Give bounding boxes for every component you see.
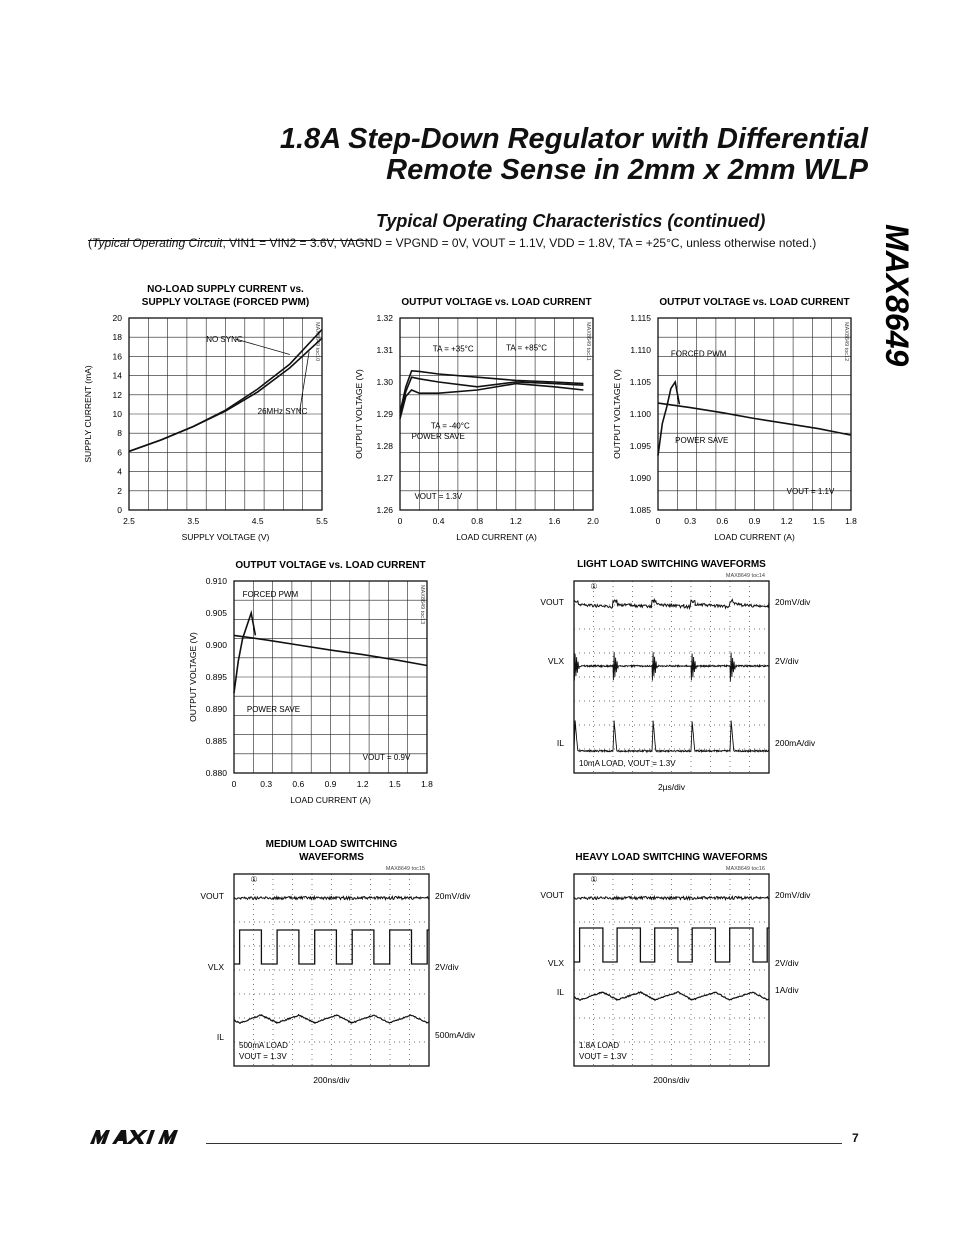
y-tick-label: 1.28 [376, 441, 393, 451]
load-note: VOUT = 1.3V [239, 1052, 287, 1061]
series-line [400, 384, 583, 419]
channel-label: IL [556, 738, 564, 748]
title-line-1: 1.8A Step-Down Regulator with Differential [279, 123, 868, 155]
y-tick-label: 0.890 [205, 704, 227, 714]
x-axis-label: LOAD CURRENT (A) [714, 532, 795, 542]
y-tick-label: 1.090 [629, 473, 651, 483]
scope-title: MEDIUM LOAD SWITCHING [265, 839, 398, 850]
annotation-label: TA = +85°C [506, 343, 548, 353]
chart-toc13 [188, 560, 433, 805]
y-tick-label: 20 [112, 313, 122, 323]
load-note: 500mA LOAD [239, 1041, 288, 1050]
footer-rule [206, 1143, 842, 1144]
channel-scale: 2V/div [775, 958, 799, 968]
load-note: 10mA LOAD, VOUT = 1.3V [579, 759, 676, 768]
annotation-label: POWER SAVE [411, 431, 465, 441]
timebase-label: 200ns/div [653, 1075, 690, 1085]
y-tick-label: 1.30 [376, 377, 393, 387]
annotation-label: TA = -40°C [430, 421, 470, 431]
x-tick-label: 1.2 [509, 516, 522, 526]
timebase-label: 200ns/div [313, 1075, 350, 1085]
figure-code: MAX8649 toc12 [843, 322, 849, 362]
x-axis-label: LOAD CURRENT (A) [290, 795, 371, 805]
channel-label: VLX [207, 962, 224, 972]
y-tick-label: 1.110 [630, 345, 651, 355]
channel-label: VOUT [200, 891, 224, 901]
y-tick-label: 0.905 [205, 608, 227, 618]
x-tick-label: 1.6 [548, 516, 561, 526]
y-tick-label: 0.910 [205, 576, 227, 586]
load-note: VOUT = 1.3V [579, 1052, 627, 1061]
logo-text: MAXIM [180, 1138, 200, 1144]
y-axis-label: OUTPUT VOLTAGE (V) [188, 632, 198, 722]
annotation-arrow [236, 339, 290, 354]
figure-code: MAX8649 toc13 [419, 585, 425, 625]
x-tick-label: 0.9 [748, 516, 761, 526]
annotation-label: POWER SAVE [246, 705, 301, 715]
conditions-open: ( [88, 236, 92, 250]
x-tick-label: 0.4 [432, 516, 445, 526]
y-tick-label: 1.31 [376, 345, 393, 355]
section-heading: Typical Operating Characteristics (continued) [376, 211, 766, 231]
part-number: MAX8649 [879, 224, 915, 367]
y-tick-label: 0.885 [205, 736, 227, 746]
annotation-label: NO SYNC [206, 335, 243, 344]
scope-toc16 [540, 852, 811, 1085]
y-tick-label: 1.105 [629, 377, 651, 387]
chart-toc12 [612, 297, 857, 542]
chart-toc10 [83, 284, 328, 542]
channel-scale: 20mV/div [775, 890, 811, 900]
x-tick-label: 2.5 [123, 516, 135, 526]
x-tick-label: 2.0 [587, 516, 599, 526]
x-tick-label: 4.5 [251, 516, 264, 526]
y-axis-label: SUPPLY CURRENT (mA) [83, 365, 93, 463]
waveform-vlx [234, 930, 429, 964]
chart-title: NO-LOAD SUPPLY CURRENT vs. [147, 284, 304, 295]
x-tick-label: 1.2 [356, 779, 369, 789]
x-tick-label: 0 [397, 516, 403, 526]
figure-code: MAX8649 toc15 [385, 866, 425, 872]
y-tick-label: 8 [117, 428, 122, 439]
x-axis-label: LOAD CURRENT (A) [456, 532, 537, 542]
channel-scale: 500mA/div [435, 1030, 476, 1040]
annotation-label: 26MHz SYNC [257, 407, 308, 416]
maxim-logo [88, 1128, 202, 1146]
x-tick-label: 1.8 [421, 779, 433, 789]
channel-label: IL [216, 1032, 224, 1042]
y-tick-label: 0 [117, 505, 122, 515]
title-line-2: Remote Sense in 2mm x 2mm WLP [386, 154, 868, 186]
annotation-label: TA = +35°C [432, 344, 474, 354]
trigger-marker: ① [250, 875, 258, 884]
y-tick-label: 0.900 [205, 640, 227, 650]
y-tick-label: 1.085 [629, 505, 651, 515]
scope-title: HEAVY LOAD SWITCHING WAVEFORMS [575, 852, 768, 863]
channel-scale: 2V/div [435, 962, 459, 972]
figure-code: MAX8649 toc11 [585, 322, 591, 361]
x-tick-label: 0.8 [471, 516, 484, 526]
chart-toc11 [354, 297, 599, 542]
channel-scale: 2V/div [775, 656, 799, 666]
scope-title: WAVEFORMS [299, 852, 364, 863]
x-tick-label: 0.3 [260, 779, 273, 789]
y-tick-label: 1.115 [630, 313, 651, 323]
annotation-label: VOUT = 1.3V [414, 491, 463, 501]
scope-title: LIGHT LOAD SWITCHING WAVEFORMS [577, 559, 766, 570]
y-tick-label: 12 [112, 389, 122, 400]
y-tick-label: 10 [112, 409, 122, 419]
annotation-label: VOUT = 1.1V [786, 487, 835, 496]
channel-scale: 20mV/div [435, 891, 471, 901]
y-tick-label: 1.100 [629, 409, 651, 419]
channel-scale: 1A/div [775, 985, 799, 995]
x-tick-label: 0 [655, 516, 661, 526]
y-tick-label: 1.29 [376, 409, 393, 419]
x-tick-label: 1.5 [812, 516, 825, 526]
trigger-marker: ① [590, 582, 598, 591]
channel-label: VOUT [540, 890, 564, 900]
page-number: 7 [852, 1131, 859, 1145]
channel-scale: 20mV/div [775, 597, 811, 607]
conditions-text: , VIN1 = VIN2 = 3.6V, VAGND = VPGND = 0V, VOUT = 1.1V, VDD = 1.8V, TA = +25°C, unless otherwise noted.) [222, 236, 817, 250]
x-tick-label: 0 [231, 779, 237, 789]
x-tick-label: 1.2 [780, 516, 793, 526]
y-tick-label: 1.32 [376, 313, 393, 323]
timebase-label: 2µs/div [657, 782, 686, 792]
y-tick-label: 4 [117, 466, 122, 477]
y-tick-label: 6 [117, 447, 122, 458]
y-tick-label: 18 [112, 332, 122, 343]
y-tick-label: 1.27 [376, 473, 393, 483]
y-axis-label: OUTPUT VOLTAGE (V) [612, 369, 622, 459]
y-tick-label: 0.895 [205, 672, 227, 682]
conditions-circuit: Typical Operating Circuit [92, 236, 223, 250]
x-tick-label: 0.6 [716, 516, 729, 526]
channel-label: VLX [547, 958, 564, 968]
x-tick-label: 5.5 [316, 516, 328, 526]
x-tick-label: 0.9 [324, 779, 337, 789]
chart-title: OUTPUT VOLTAGE vs. LOAD CURRENT [235, 560, 426, 571]
y-tick-label: 16 [112, 351, 122, 362]
figure-code: MAX8649 toc10 [314, 322, 320, 362]
channel-label: VLX [547, 656, 564, 666]
load-note: 1.8A LOAD [579, 1041, 620, 1050]
chart-title: OUTPUT VOLTAGE vs. LOAD CURRENT [401, 297, 592, 308]
x-tick-label: 1.8 [845, 516, 857, 526]
chart-title: OUTPUT VOLTAGE vs. LOAD CURRENT [659, 297, 850, 308]
x-tick-label: 0.6 [292, 779, 305, 789]
figure-code: MAX8649 toc16 [725, 866, 765, 872]
annotation-label: POWER SAVE [675, 435, 729, 445]
annotation-arrow [300, 352, 309, 411]
x-tick-label: 1.5 [388, 779, 401, 789]
x-axis-label: SUPPLY VOLTAGE (V) [181, 532, 270, 542]
y-tick-label: 14 [112, 370, 122, 381]
y-tick-label: 2 [117, 485, 122, 496]
y-tick-label: 1.26 [376, 505, 393, 515]
y-tick-label: 1.095 [629, 441, 651, 451]
annotation-label: VOUT = 0.9V [362, 753, 411, 763]
figure-code: MAX8649 toc14 [725, 573, 765, 579]
series-line [400, 371, 583, 413]
series-line [234, 613, 255, 693]
series-line [400, 377, 583, 415]
channel-label: VOUT [540, 597, 564, 607]
channel-label: IL [556, 987, 564, 997]
annotation-label: FORCED PWM [242, 590, 299, 599]
scope-toc15 [200, 839, 476, 1085]
x-tick-label: 3.5 [187, 516, 200, 526]
y-tick-label: 0.880 [205, 768, 227, 778]
scope-toc14 [540, 559, 816, 792]
chart-title: SUPPLY VOLTAGE (FORCED PWM) [141, 297, 310, 308]
annotation-label: FORCED PWM [670, 349, 727, 359]
trigger-marker: ① [590, 875, 598, 884]
channel-scale: 200mA/div [775, 738, 816, 748]
y-axis-label: OUTPUT VOLTAGE (V) [354, 369, 364, 459]
x-tick-label: 0.3 [684, 516, 697, 526]
